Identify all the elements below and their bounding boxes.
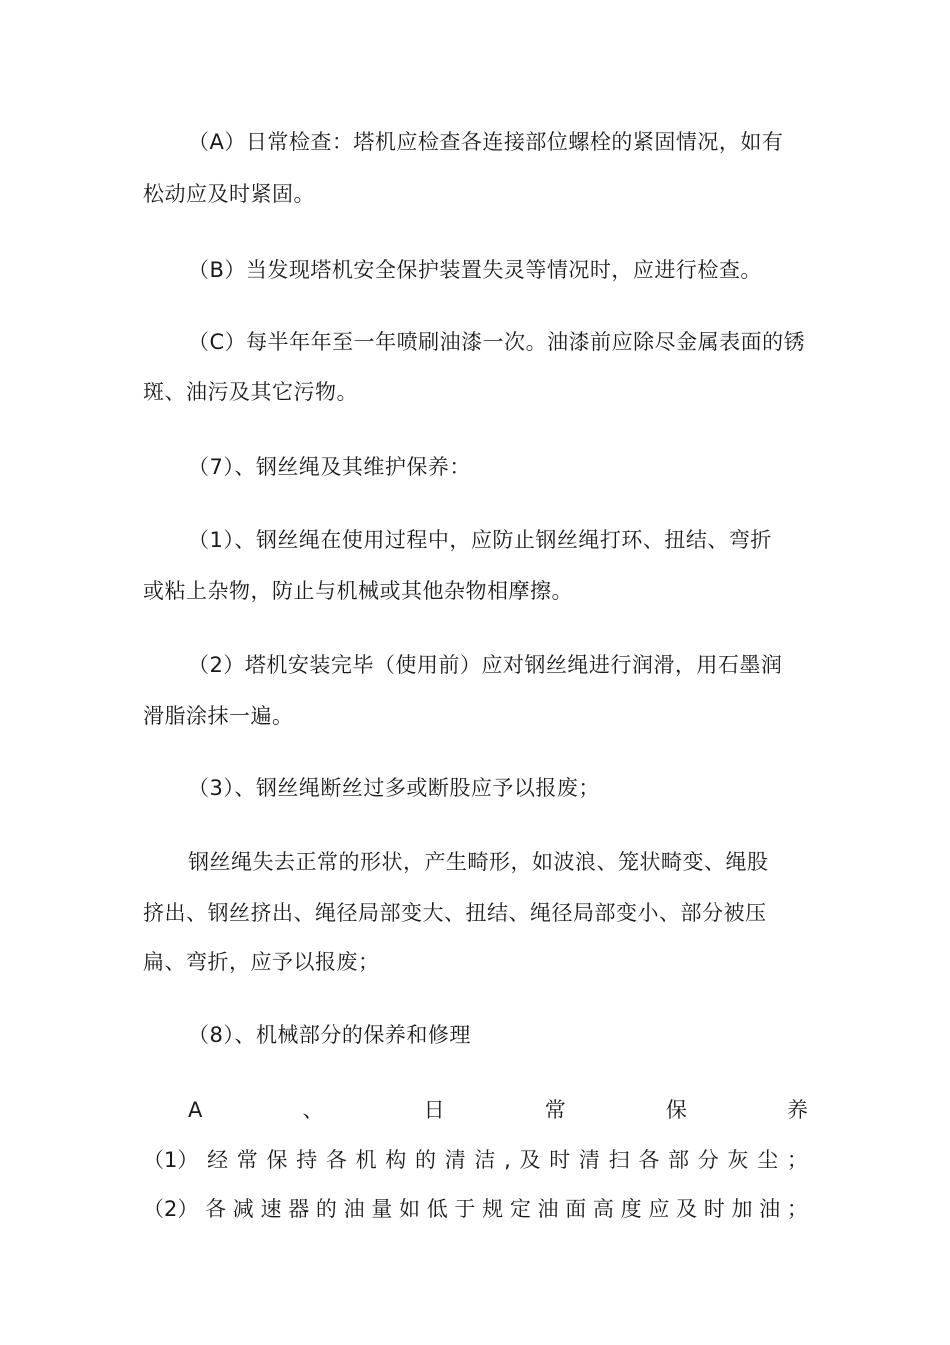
spread-char: 加 (731, 1197, 753, 1221)
spread-char: 器 (288, 1197, 310, 1221)
spread-char: 及 (519, 1148, 541, 1172)
section-8-heading: （8）、机械部分的保养和修理 (188, 1023, 471, 1047)
spread-char: 洁 (474, 1148, 496, 1172)
scrap-paragraph-line-3: 扁、弯折，应予以报废； (143, 950, 380, 974)
spread-char: 油 (759, 1197, 781, 1221)
spread-char: 于 (454, 1197, 476, 1221)
spread-char: 高 (592, 1197, 614, 1221)
item-2-line-1: （2）塔机安装完毕（使用前）应对钢丝绳进行润滑，用石墨润 (188, 653, 783, 677)
spread-char: ； (786, 1148, 808, 1172)
spread-char: 油 (343, 1197, 365, 1221)
scrap-paragraph-line-1: 钢丝绳失去正常的形状，产生畸形，如波浪、笼状畸变、绳股 (188, 850, 769, 874)
maintenance-item-1 (143, 1146, 808, 1174)
spread-char: 时 (549, 1148, 571, 1172)
spread-char: ； (786, 1197, 808, 1221)
paragraph-b-line-1: （B）当发现塔机安全保护装置失灵等情况时，应进行检查。 (188, 258, 762, 282)
maintenance-item-2 (143, 1195, 808, 1223)
spread-char: 各 (205, 1197, 227, 1221)
spread-char: 的 (415, 1148, 436, 1172)
spread-char: 应 (648, 1197, 670, 1221)
spread-char: 日 (423, 1098, 445, 1122)
spread-char: 度 (620, 1197, 642, 1221)
spread-char: 各 (325, 1148, 347, 1172)
spread-char: 量 (371, 1197, 393, 1221)
spread-char: 构 (385, 1148, 407, 1172)
daily-maintenance-heading (188, 1096, 808, 1124)
paragraph-c-line-1: （C）每半年年至一年喷刷油漆一次。油漆前应除尽金属表面的锈 (188, 330, 806, 354)
spread-char: 清 (444, 1148, 466, 1172)
section-7-heading: （7）、钢丝绳及其维护保养： (188, 455, 471, 479)
spread-char: 经 (207, 1148, 229, 1172)
spread-char: 清 (578, 1148, 600, 1172)
spread-char: 分 (697, 1148, 719, 1172)
spread-char: 部 (668, 1148, 690, 1172)
spread-char: 常 (544, 1098, 566, 1122)
spread-char: 保 (266, 1148, 288, 1172)
scrap-paragraph-line-2: 挤出、钢丝挤出、绳径局部变大、扭结、绳径局部变小、部分被压 (143, 901, 767, 925)
spread-char: 如 (399, 1197, 420, 1221)
spread-char: （2） (143, 1197, 199, 1221)
spread-char: , (504, 1148, 511, 1172)
item-3-line-1: （3）、钢丝绳断丝过多或断股应予以报废； (188, 776, 600, 800)
spread-char: 减 (232, 1197, 254, 1221)
spread-char: 低 (426, 1197, 448, 1221)
spread-char: 持 (296, 1148, 318, 1172)
item-2-line-2: 滑脂涂抹一遍。 (143, 704, 294, 728)
spread-char: 养 (787, 1098, 808, 1122)
spread-char: 保 (665, 1098, 687, 1122)
spread-char: 油 (537, 1197, 559, 1221)
spread-char: 规 (482, 1197, 504, 1221)
item-1-line-2: 或粘上杂物，防止与机械或其他杂物相摩擦。 (143, 579, 573, 603)
spread-char: 时 (703, 1197, 725, 1221)
spread-char: 灰 (727, 1148, 749, 1172)
paragraph-a-line-2: 松动应及时紧固。 (143, 182, 315, 206)
spread-char: 各 (638, 1148, 660, 1172)
spread-char: 扫 (608, 1148, 630, 1172)
spread-char: 定 (509, 1197, 531, 1221)
item-1-line-1: （1）、钢丝绳在使用过程中，应防止钢丝绳打环、扭结、弯折 (188, 528, 772, 552)
paragraph-c-line-2: 斑、油污及其它污物。 (143, 380, 358, 404)
spread-char: 尘 (757, 1148, 779, 1172)
paragraph-a-line-1: （A）日常检查：塔机应检查各连接部位螺栓的紧固情况，如有 (188, 130, 784, 154)
spread-char: 常 (236, 1148, 258, 1172)
spread-char: 及 (676, 1197, 698, 1221)
spread-char: 速 (260, 1197, 282, 1221)
spread-char: 的 (315, 1197, 337, 1221)
spread-char: 、 (302, 1098, 324, 1122)
spread-char: （1） (143, 1148, 199, 1172)
spread-char: A (188, 1098, 203, 1122)
spread-char: 机 (355, 1148, 377, 1172)
spread-char: 面 (565, 1197, 587, 1221)
